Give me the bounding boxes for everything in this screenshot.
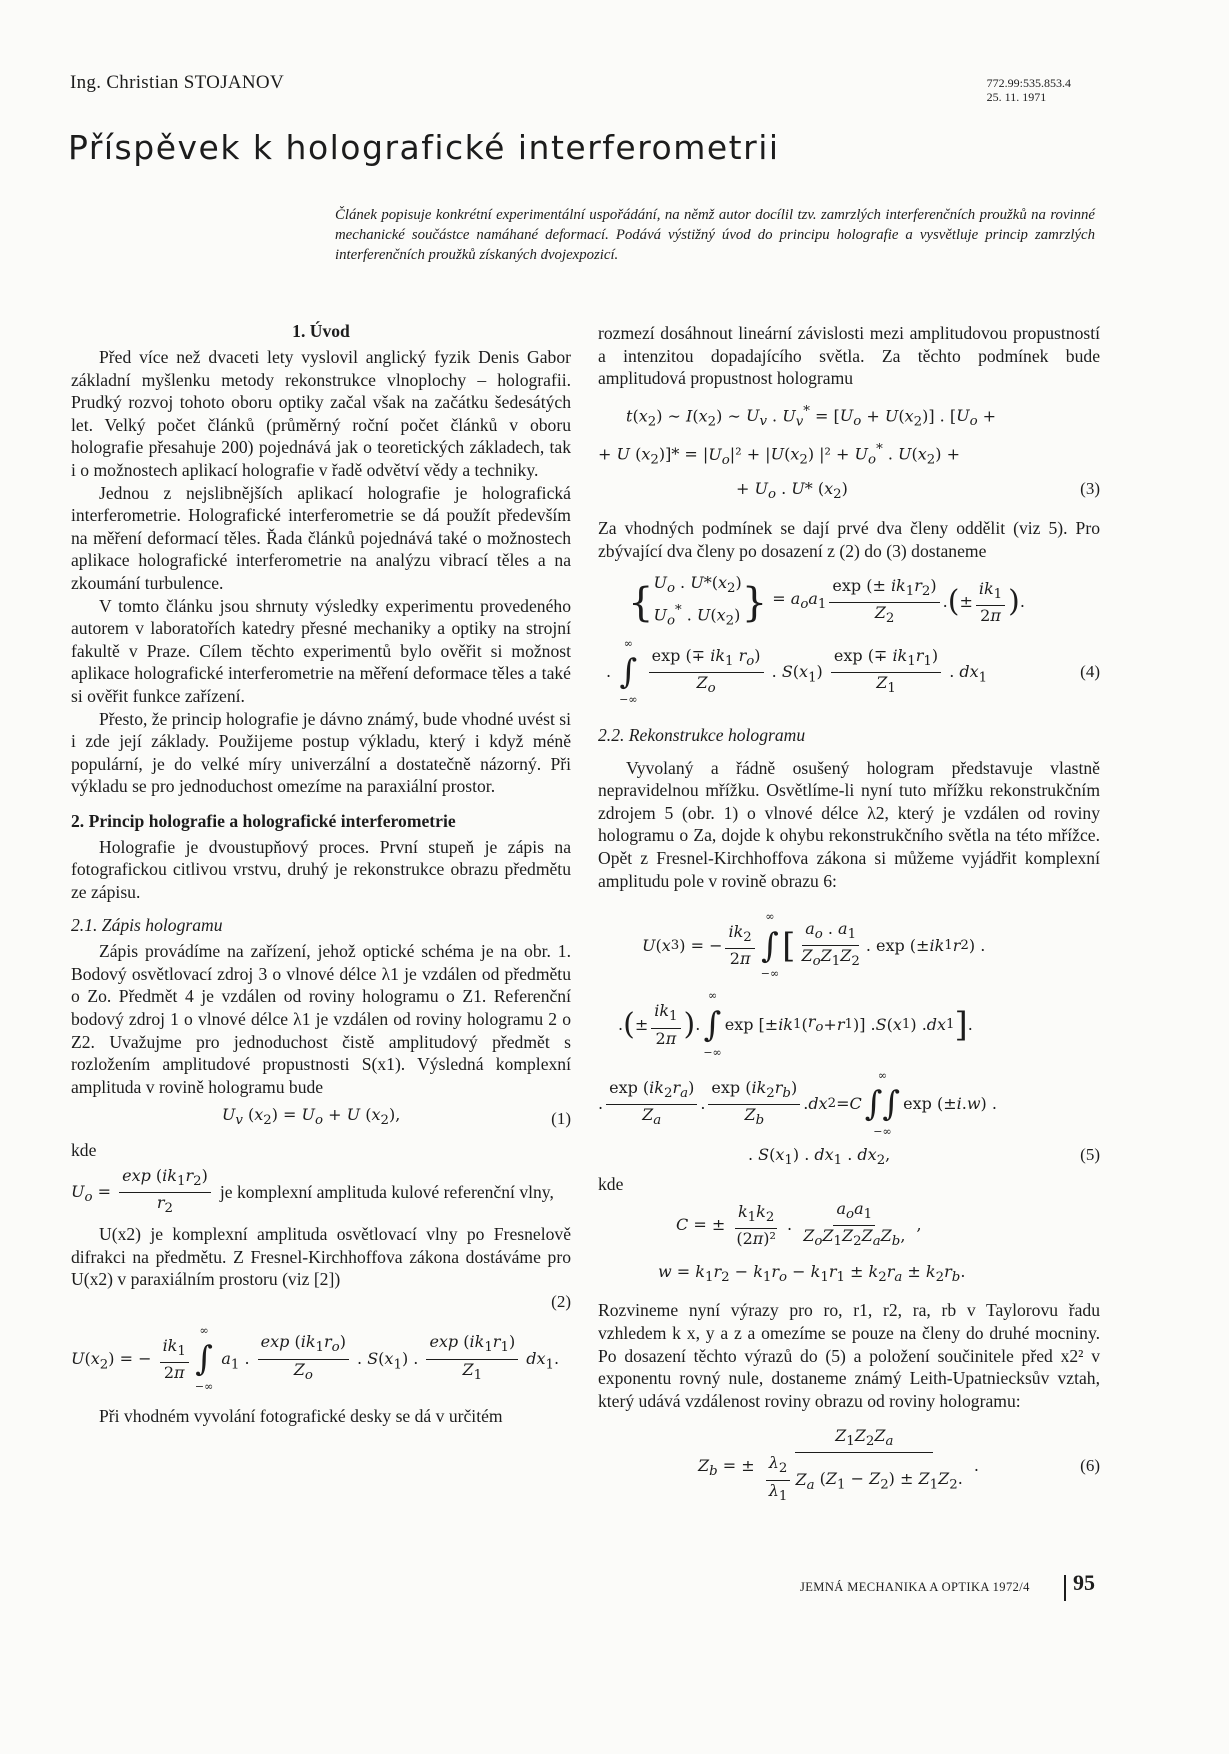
article-title: Příspěvek k holografické interferometrii xyxy=(68,128,780,167)
equation-number: (2) xyxy=(551,1291,571,1311)
page-number: 95 xyxy=(1073,1570,1095,1595)
paragraph: Vyvolaný a řádně osušený hologram představuje vlastně nepravidelnou mřížku. Osvětlíme-li nyní tuto mřížku rekonstrukčním zdrojem 5 (obr. 1) o vlnové délce λ2, který je vzdálen od roviny hologramu o Za, dojde k ohybu rekonstrukčního světla na této mřížce. Opět z Fresnel-Kirchhoffova zákona si můžeme vyjádřit komplexní amplitudu pole v rovině obrazu 6: xyxy=(598,757,1100,891)
abstract: Článek popisuje konkrétní experimentální uspořádání, na němž autor docílil tzv. zamrzlých interferenčních proužků na rovinné mechanické součástce namáhané deformací. Podává výstižný úvod do principu holografie a vysvětluje princip zamrzlých interferenčních proužků získaných dvojexpozicí. xyxy=(335,207,1095,263)
equation-4-line-1: { $U_o$ . $U*(x_2)$ $U_o^*$ . $U(x_2)$ } = $a_oa_1$ $\frac{\exp (\pm ik_1r_2)}{Z_2}$ . ( ± $\frac{ik_1}{2\pi}$ ) . xyxy=(628,573,1025,629)
section-heading-principle: 2. Princip holografie a holografické interferometrie xyxy=(71,810,456,831)
equation-3-line-2: + U $(x_2)]* = |U_o|^2 + |U(x_2) |^2 + U_o^*$ . $U(x_2)$ + xyxy=(598,442,960,468)
equation-number: (3) xyxy=(1080,478,1100,498)
word-kde: kde xyxy=(598,1173,624,1194)
equation-number: (1) xyxy=(551,1108,571,1128)
udc-code xyxy=(987,76,1071,104)
paragraph: Při vhodném vyvolání fotografické desky se dá v určitém xyxy=(99,1405,503,1426)
equation-3 xyxy=(598,398,1100,509)
left-column xyxy=(71,320,571,1427)
equation-5-line-2: . ( ± $\frac{ik_1}{2\pi}$ ) . ∞ ∫ −∞ exp [± ik 1 ( $r_o$ + r 1 )] . S ( x 1 ) . dx 1 ] . xyxy=(618,989,973,1060)
equation-number: (4) xyxy=(1080,662,1100,682)
equation-number: (5) xyxy=(1080,1144,1100,1164)
journal-footer: JEMNÁ MECHANIKA A OPTIKA 1972/4 xyxy=(800,1580,1030,1594)
paragraph: Holografie je dvoustupňový proces. První stupeň je zápis na fotografickou citlivou vrstvu, druhý je rekonstrukce obrazu předmětu ze zápisu. xyxy=(71,836,571,903)
equation-2 xyxy=(71,1320,571,1399)
subsection-heading-recording: 2.1. Zápis hologramu xyxy=(71,914,223,935)
paragraph: Za vhodných podmínek se dají prvé dva členy oddělit (viz 5). Pro zbývající dva členy po dosazení z (2) do (3) dostaneme xyxy=(598,518,1100,561)
word-kde: kde xyxy=(71,1140,97,1161)
equation-c: C = ± $\frac{k_1k_2}{\text{(2π)²}}$ . $\frac{a_oa_1}{Z_oZ_1Z_2Z_aZ_b,}$ , xyxy=(676,1199,922,1250)
paragraph: V tomto článku jsou shrnuty výsledky experimentu provedeného autorem v laboratořích katedry přesné mechaniky a optiky na strojní fakultě v Praze. Cílem těchto experimentů bylo ověřit si možnost aplikace holografické interferometrie na měření deformace těles a také si ověřit funkce zařízení. xyxy=(71,595,571,706)
uo-formula: $U_o$ = $\frac{\exp (ik_1r_2)}{r_2}$ xyxy=(71,1166,214,1219)
equation-w: $w = k_1r_2 - k_1r_o - k_1r_1 \pm k_2r_a \pm k_2r_b$. xyxy=(658,1261,966,1285)
equation-5-line-1: U ( x 3 ) = − $\frac{ik_2}{2\pi}$ ∞ ∫ −∞ [ $\frac{a_o . a_1}{Z_oZ_1Z_2}$ . exp (± ik 1 r 2 ) . xyxy=(642,910,986,980)
equation-6-body: $Z_b$ = ± $Z_1Z_2Z_a$ $\frac{\lambda_2}{\lambda_1}$ $Z_a$ $(Z_1 - Z_2) \pm Z_1Z_2$. . xyxy=(698,1426,979,1504)
equation-6 xyxy=(598,1426,1100,1507)
footer-divider xyxy=(1064,1575,1066,1601)
equation-1-body: $U_v$ $(x_2) = U_o + U$ $(x_2)$, xyxy=(221,1105,401,1129)
equation-5 xyxy=(598,906,1100,1172)
equation-3-line-3: + $U_o$ . U* $(x_2)$ (3) xyxy=(736,475,1100,509)
uo-text: je komplexní amplituda kulové referenční vlny, xyxy=(219,1182,554,1203)
paragraph: Jednou z nejslibnějších aplikací holografie je holografická interferometrie. Holografické interferometrie se dá použít především na měření deformací těles. Řada článků pojednává také o možnostech aplikace holografické interferometrie na analýzu vibrací těles a na zkoumání turbulence. xyxy=(71,482,571,593)
equation-1 xyxy=(71,1104,571,1133)
author-name: Ing. Christian STOJANOV xyxy=(70,72,284,93)
received-date: 25. 11. 1971 xyxy=(986,90,1047,104)
paragraph: Přesto, že princip holografie je dávno známý, bude vhodné uvést si i zde její základy. Použijeme postup výkladu, který i když méně populární, je do velké míry univerzální a dostatečně názorný. Při výkladu se pro jednoduchost omezíme na paraxiální prostor. xyxy=(71,708,571,797)
equation-5-line-4: . $S(x_1)$ . $dx_1$ . $dx_2$, (5) xyxy=(598,1144,1100,1173)
subsection-heading-reconstruction: 2.2. Rekonstrukce hologramu xyxy=(598,725,806,746)
equation-4-line-2: . ∞ ∫ −∞ $\frac{\exp (\mp ik_1 r_o)}{Z_o}$ . $S(x_1)$ $\frac{\exp (\mp ik_1r_1)}{Z_1}$ . $dx_1$ (4) xyxy=(606,636,1100,707)
equation-4 xyxy=(606,572,1100,712)
paragraph: Před více než dvaceti lety vyslovil anglický fyzik Denis Gabor základní myšlenku metody rekonstrukce vlnoplochy – holografii. Prudký rozvoj tohoto oboru optiky začal však na začátku šedesátých let. Velký počet článků (průměrný roční počet článků v oboru holografie přesahuje 200) pojednává jak o teoretických základech, tak i o možnostech aplikací holografie v řadě odvětví vědy a techniky. xyxy=(71,347,571,480)
right-column xyxy=(598,322,1100,1513)
paragraph: U(x2) je komplexní amplituda osvětlovací vlny po Fresnelově difrakci na předmětu. Z Fresnel-Kirchhoffova zákona dostáváme pro U(x2) v paraxiálním prostoru (viz [2]) xyxy=(71,1224,571,1290)
paragraph: rozmezí dosáhnout lineární závislosti mezi amplitudovou propustností a intenzitou dopadajícího světla. Za těchto podmínek bude amplitudová propustnost hologramu xyxy=(598,323,1100,389)
section-heading-intro: 1. Úvod xyxy=(292,321,350,341)
uo-definition xyxy=(71,1166,571,1219)
paragraph: Rozvineme nyní výrazy pro ro, r1, r2, ra, rb v Taylorovu řadu vzhledem k x, y a z a omezíme se pouze na členy do druhé mocniny. Po dosazení těchto výrazů do (5) a položení součinitele před x2² v exponentu rovný nule, dostaneme známý Leith-Upatniecksův vztah, který udává vzdálenost roviny obrazu od roviny hologramu: xyxy=(598,1300,1100,1411)
equation-number: (6) xyxy=(1080,1456,1100,1476)
paragraph: Zápis provádíme na zařízení, jehož optické schéma je na obr. 1. Bodový osvětlovací zdroj 3 o vlnové délce λ1 je vzdálen od předmětu o Zo. Předmět 4 je vzdálen od roviny hologramu o Z1. Referenční bodový zdroj 1 o vlnové délce λ1 je vzdálen od roviny hologramu 2 o Z2. Uvažujme pro jednoduchost čistě amplitudový předmět s rozložením amplitudové propustnosti S(x1). Výsledná komplexní amplituda v rovině hologramu bude xyxy=(71,941,571,1097)
udc-number: 772.99:535.853.4 xyxy=(986,76,1071,90)
equation-2-body: $U(x_2)$ = − $\frac{ik_1}{2\pi}$ ∞ ∫ −∞ $a_1$ . $\frac{\exp (ik_1r_o)}{Z_o}$ . $S(x_1)$ . $\frac{\exp (ik_1r_1)}{Z_1}$ $dx_1$. xyxy=(71,1323,560,1394)
equation-5-line-3: . $\frac{\exp (ik_2r_a)}{Z_a}$ . $\frac{\exp (ik_2r_b)}{Z_b}$ . dx 2 = C ∞ ∫∫ −∞ exp (± i . w ) . xyxy=(598,1068,997,1139)
equation-3-line-1: $t(x_2)$ ∼ $I(x_2)$ ∼ $U_v$ . $U_v^* = [U_o + U(x_2)]$ . [$U_o$ + xyxy=(626,403,997,430)
